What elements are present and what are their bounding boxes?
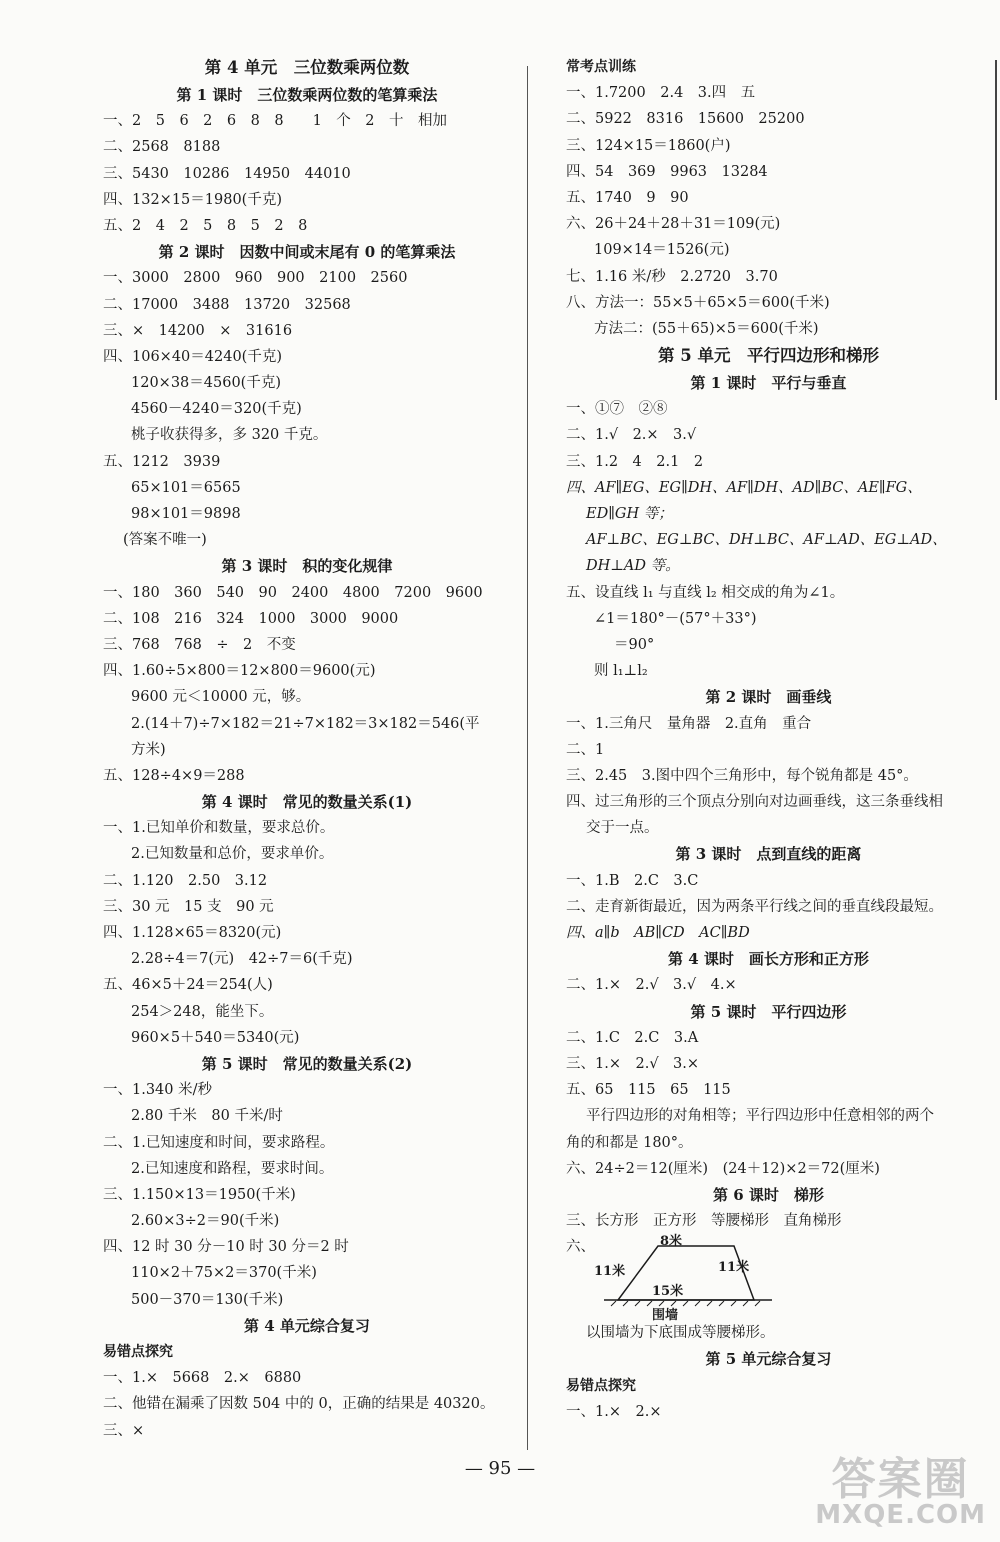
answer-line: 方法二：(55＋65)×5＝600(千米) xyxy=(594,320,819,337)
page-number: — 95 — xyxy=(464,1458,536,1479)
r-lesson6-title: 第 6 课时 梯形 xyxy=(713,1185,824,1204)
answer-line: 桃子收获得多，多 320 千克。 xyxy=(131,427,328,444)
answer-line: 则 l₁⊥l₂ xyxy=(594,663,648,680)
review4-title: 第 4 单元综合复习 xyxy=(244,1316,370,1335)
answer-line: 65×101＝6565 xyxy=(131,479,241,496)
answer-line: 三、× xyxy=(103,1422,145,1439)
answer-line: 二、1.× 2.√ 3.√ 4.× xyxy=(566,977,737,994)
left-column xyxy=(103,54,511,1444)
answer-line: 五、1740 9 90 xyxy=(566,189,689,206)
answer-line: 四、过三角形的三个顶点分别向对边画垂线，这三条垂线相 xyxy=(566,794,943,811)
answer-line: 三、768 768 ÷ 2 不变 xyxy=(103,636,296,653)
r-lesson5-title: 第 5 课时 平行四边形 xyxy=(690,1002,847,1021)
answer-line: 一、2 5 6 2 6 8 8 1 个 2 十 相加 xyxy=(103,113,448,130)
answer-line: 120×38＝4560(千克) xyxy=(131,375,281,392)
answer-line: 一、1.× 2.× xyxy=(566,1403,662,1420)
answer-line: 三、长方形 正方形 等腰梯形 直角梯形 xyxy=(566,1213,842,1230)
answer-line: 2.已知速度和路程，要求时间。 xyxy=(131,1160,334,1177)
answer-line: 二、1 xyxy=(566,741,605,758)
answer-line: 二、17000 3488 13720 32568 xyxy=(103,296,351,313)
answer-line: 一、1.三角尺 量角器 2.直角 重合 xyxy=(566,715,812,732)
lesson1-title: 第 1 课时 三位数乘两位数的笔算乘法 xyxy=(176,86,438,104)
label-right-leg: 11米 xyxy=(718,1260,750,1276)
answer-line: 五、2 4 2 5 8 5 2 8 xyxy=(103,217,308,234)
answer-line: 4560－4240＝320(千克) xyxy=(131,401,302,418)
answer-line: 109×14＝1526(元) xyxy=(594,242,730,259)
r-lesson1-title: 第 1 课时 平行与垂直 xyxy=(690,374,847,393)
answer-line: 以围墙为下底围成等腰梯形。 xyxy=(586,1325,775,1342)
wall-hatching xyxy=(611,1301,760,1306)
column-divider xyxy=(527,66,528,1450)
answer-line: 四、AF∥EG、EG∥DH、AF∥DH、AD∥BC、AE∥FG、 xyxy=(566,479,922,496)
answer-line: 三、2.45 3.图中四个三角形中，每个锐角都是 45°。 xyxy=(566,767,918,784)
label-bottom-base: 15米 xyxy=(652,1284,684,1300)
answer-line: 三、1.150×13＝1950(千米) xyxy=(103,1186,296,1203)
answer-line: 五、46×5＋24＝254(人) xyxy=(103,977,273,994)
answer-line: 四、106×40＝4240(千克) xyxy=(103,348,282,365)
answer-line: 四、132×15＝1980(千克) xyxy=(103,191,282,208)
page-edge-line xyxy=(995,60,997,400)
answer-line: (答案不唯一) xyxy=(123,532,207,549)
answer-line: 六、26＋24＋28＋31＝109(元) xyxy=(566,216,781,233)
answer-line: 9600 元＜10000 元，够。 xyxy=(131,689,311,706)
answer-line: 2.60×3÷2＝90(千米) xyxy=(131,1213,280,1230)
answer-line: 二、5922 8316 15600 25200 xyxy=(566,111,805,128)
answer-line: 三、× 14200 × 31616 xyxy=(103,322,293,339)
answer-line: 八、方法一：55×5＋65×5＝600(千米) xyxy=(566,294,830,311)
r-lesson3-title: 第 3 课时 点到直线的距离 xyxy=(675,845,862,864)
practice-subtitle: 常考点训练 xyxy=(566,59,636,75)
answer-line: 四、12 时 30 分－10 时 30 分＝2 时 xyxy=(103,1239,349,1256)
answer-line: 二、108 216 324 1000 3000 9000 xyxy=(103,610,399,627)
answer-line: 平行四边形的对角相等；平行四边形中任意相邻的两个 xyxy=(586,1108,934,1125)
review5-title: 第 5 单元综合复习 xyxy=(705,1350,832,1369)
answer-line: 三、1.× 2.√ 3.× xyxy=(566,1055,700,1072)
lesson4-title: 第 4 课时 常见的数量关系(1) xyxy=(201,793,413,812)
answer-line: ＝90° xyxy=(614,636,655,653)
r-lesson2-title: 第 2 课时 画垂线 xyxy=(705,688,832,707)
answer-line: 六、 xyxy=(566,1239,595,1256)
trapezoid-figure-block xyxy=(566,1234,971,1324)
lesson5-title: 第 5 课时 常见的数量关系(2) xyxy=(201,1054,413,1073)
watermark-line1: 答案圈 xyxy=(831,1454,970,1505)
answer-line: 一、1.已知单价和数量，要求总价。 xyxy=(103,820,335,837)
lesson2-title: 第 2 课时 因数中间或末尾有 0 的笔算乘法 xyxy=(158,243,456,262)
answer-line: 二、1.已知速度和时间，要求路程。 xyxy=(103,1134,335,1151)
answer-line: 一、①⑦ ②⑧ xyxy=(566,401,668,418)
answer-line: 三、1.2 4 2.1 2 xyxy=(566,453,704,470)
answer-line: 一、1.B 2.C 3.C xyxy=(566,872,699,889)
answer-line: 一、180 360 540 90 2400 4800 7200 9600 xyxy=(103,584,483,601)
answer-line: 110×2＋75×2＝370(千米) xyxy=(131,1265,317,1282)
answer-line: 一、1.340 米/秒 xyxy=(103,1082,213,1099)
watermark-logo xyxy=(815,1454,986,1530)
answer-line: 二、2568 8188 xyxy=(103,139,221,156)
answer-line: 二、他错在漏乘了因数 504 中的 0，正确的结果是 40320。 xyxy=(103,1396,495,1413)
review4-subtitle: 易错点探究 xyxy=(103,1344,173,1360)
answer-line: 五、1212 3939 xyxy=(103,453,221,470)
lesson3-title: 第 3 课时 积的变化规律 xyxy=(221,557,393,576)
label-left-leg: 11米 xyxy=(594,1264,626,1280)
answer-line: 2.已知数量和总价，要求单价。 xyxy=(131,846,334,863)
trapezoid-diagram xyxy=(596,1234,796,1320)
review5-subtitle: 易错点探究 xyxy=(566,1377,636,1394)
answer-line: 四、54 369 9963 13284 xyxy=(566,163,768,180)
answer-line: 98×101＝9898 xyxy=(131,506,241,522)
answer-line: 四、1.128×65＝8320(元) xyxy=(103,925,282,941)
answer-line: 五、设直线 l₁ 与直线 l₂ 相交成的角为∠1。 xyxy=(566,584,845,601)
r-lesson4-title: 第 4 课时 画长方形和正方形 xyxy=(668,950,869,969)
answer-line: DH⊥AD 等。 xyxy=(586,558,680,575)
watermark-line2: MXQE.COM xyxy=(815,1500,986,1530)
answer-line: 500－370＝130(千米) xyxy=(131,1291,284,1308)
answer-line: 四、a∥b AB∥CD AC∥BD xyxy=(566,925,750,941)
answer-line: 二、走育新街最近，因为两条平行线之间的垂直线段最短。 xyxy=(566,898,943,915)
unit5-title: 第 5 单元 平行四边形和梯形 xyxy=(658,346,879,366)
answer-line: 2.80 千米 80 千米/时 xyxy=(131,1108,283,1125)
answer-line: 一、1.× 5668 2.× 6880 xyxy=(103,1370,302,1387)
unit4-title: 第 4 单元 三位数乘两位数 xyxy=(204,58,410,77)
answer-line: 一、1.7200 2.4 3.四 五 xyxy=(566,85,756,102)
answer-line: 二、1.120 2.50 3.12 xyxy=(103,872,268,889)
answer-line: 960×5＋540＝5340(元) xyxy=(131,1029,300,1046)
answer-line: 五、128÷4×9＝288 xyxy=(103,767,245,784)
answer-line: AF⊥BC、EG⊥BC、DH⊥BC、AF⊥AD、EG⊥AD、 xyxy=(586,532,947,549)
answer-line: 五、65 115 65 115 xyxy=(566,1082,731,1099)
answer-line: 六、24÷2＝12(厘米) (24＋12)×2＝72(厘米) xyxy=(566,1160,880,1177)
answer-line: 一、3000 2800 960 900 2100 2560 xyxy=(103,270,408,287)
answer-line: 2.(14＋7)÷7×182＝21÷7×182＝3×182＝546(平 xyxy=(131,715,480,732)
answer-line: 2.28÷4＝7(元) 42÷7＝6(千克) xyxy=(131,951,353,968)
answer-line: ∠1＝180°－(57°＋33°) xyxy=(594,610,757,627)
answer-line: ED∥GH 等； xyxy=(586,506,673,522)
answer-line: 三、30 元 15 支 90 元 xyxy=(103,898,274,915)
answer-line: 254＞248，能坐下。 xyxy=(131,1003,274,1020)
right-column xyxy=(566,54,971,1425)
answer-line: 三、5430 10286 14950 44010 xyxy=(103,165,351,182)
answer-line: 方米) xyxy=(131,741,166,758)
label-wall: 围墙 xyxy=(652,1308,679,1324)
answer-line: 二、1.C 2.C 3.A xyxy=(566,1029,699,1046)
answer-line: 交于一点。 xyxy=(586,820,659,837)
answer-line: 三、124×15＝1860(户) xyxy=(566,137,731,154)
answer-line: 四、1.60÷5×800＝12×800＝9600(元) xyxy=(103,663,376,680)
answer-line: 角的和都是 180°。 xyxy=(566,1134,693,1151)
label-top-base: 8米 xyxy=(660,1234,683,1250)
answer-line: 二、1.√ 2.× 3.√ xyxy=(566,427,697,444)
answer-line: 七、1.16 米/秒 2.2720 3.70 xyxy=(566,268,778,285)
